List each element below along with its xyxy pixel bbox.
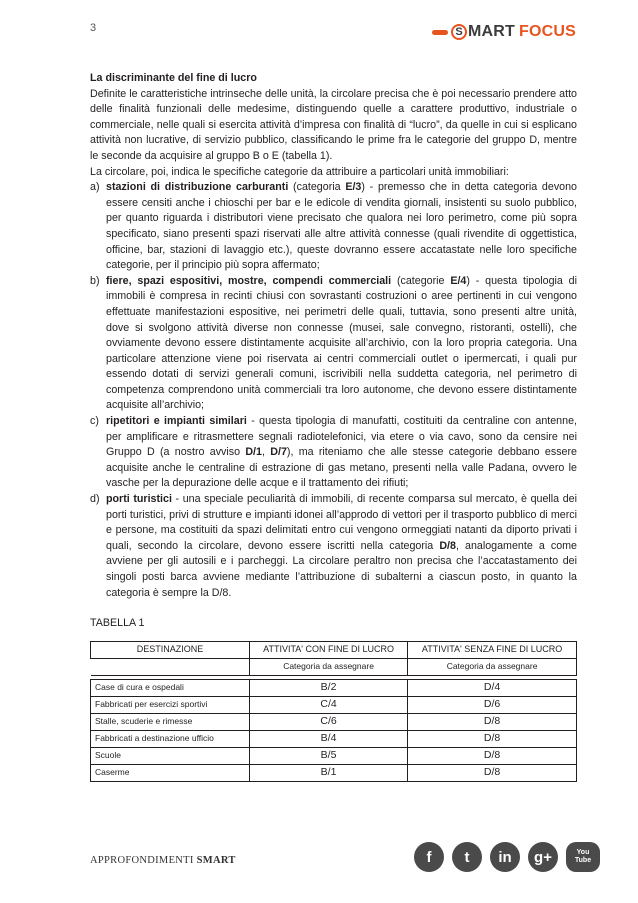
row-name: Fabbricati per esercizi sportivi: [91, 696, 250, 713]
section-heading: La discriminante del fine di lucro: [90, 72, 257, 84]
smartfocus-logo: [432, 22, 576, 42]
header-destinazione: DESTINAZIONE: [91, 641, 250, 658]
item-title: fiere, spazi espositivi, mostre, compendi commerciali: [106, 274, 392, 287]
row-lucro: B/1: [250, 764, 408, 781]
list-marker: c): [90, 415, 99, 428]
row-lucro: C/4: [250, 696, 408, 713]
row-senza: D/8: [408, 713, 577, 730]
item-text: ) - questa tipologia di immobili è compresa in recinti chiusi con sovrastanti costruzioni o aree pertinenti in cui vengono effettuate manifestazioni espositive, nei perimetri delle quali, tuttavia, sono presenti altre unità, dove si svolgono attività diverse non connesse (musei, sale convegno, ristoranti, ostelli), che ovviamente devono essere distintamente acquisite all’archivio, con la loro propria categoria. Una particolare attenzione viene poi riservata ai centri commerciali outlet o ipermercati, i quali pur essendo dotati di servizi generali comuni, iscrivibili nella suddetta categoria, nel perimetro di competenza comprendono unità commerciali tra loro autonome, che devono essere distintamente acquisite all’archivio;: [106, 274, 577, 412]
row-name: Fabbricati a destinazione ufficio: [91, 730, 250, 747]
category-table: [90, 641, 577, 782]
linkedin-icon[interactable]: in: [490, 842, 520, 872]
logo-word-focus: FOCUS: [519, 23, 577, 40]
list-marker: d): [90, 493, 100, 506]
row-lucro: C/6: [250, 713, 408, 730]
row-lucro: B/5: [250, 747, 408, 764]
table-row: [91, 679, 577, 696]
table-title: TABELLA 1: [90, 617, 145, 630]
logo-dash-icon: [432, 30, 448, 35]
facebook-icon[interactable]: f: [414, 842, 444, 872]
logo-word-mart: MART: [468, 23, 516, 40]
table-row: [91, 747, 577, 764]
item-category: D/1: [245, 446, 262, 459]
list-marker: b): [90, 274, 100, 287]
footer-label-text: APPROFONDIMENTI: [90, 855, 197, 866]
article-body: [90, 71, 577, 782]
item-title: stazioni di distribuzione carburanti: [106, 181, 289, 194]
header-senza-lucro: ATTIVITA' SENZA FINE DI LUCRO: [408, 641, 577, 658]
row-senza: D/8: [408, 764, 577, 781]
header-con-lucro: ATTIVITA' CON FINE DI LUCRO: [250, 641, 408, 658]
row-name: Case di cura e ospedali: [91, 679, 250, 696]
youtube-line2: Tube: [574, 857, 592, 864]
row-senza: D/8: [408, 730, 577, 747]
item-text: ) - premesso che in detta categoria devono essere censiti anche i chioschi per bar e le edicole di vendita giornali, insistenti su suolo pubblico, per quanto riguarda i distributori viene precisato che qualora nei loro perimetro, come più sopra specificato, siano presenti spazi riservati alle altre attività connesse (quali rivendite di oggettistica, officine, bar, stazioni di lavaggio etc.), queste dovranno essere accatastate nelle loro specifiche categorie, per il principio più sopra affermato;: [106, 181, 577, 272]
footer-label: [90, 855, 236, 866]
table-subheader-row: [91, 658, 577, 675]
table-row: [91, 764, 577, 781]
social-links: [414, 842, 600, 872]
item-category: D/8: [439, 539, 456, 552]
subheader-empty: [91, 658, 250, 675]
item-text: ), ma riteniamo che alle stesse categorie debbano essere acquisite anche le centraline di estrazione di gas metano, presenti nella valle Padana, ovvero le vasche per la depurazione delle acque e il trattamento dei rifiuti;: [106, 446, 577, 490]
subheader-senza-lucro: Categoria da assegnare: [408, 658, 577, 675]
googleplus-icon[interactable]: g+: [528, 842, 558, 872]
row-name: Stalle, scuderie e rimesse: [91, 713, 250, 730]
list-marker: a): [90, 181, 100, 194]
footer-label-bold: SMART: [196, 855, 236, 866]
item-text: - una speciale peculiarità di immobili, di recente comparsa sul mercato, è quella dei porti turistici, privi di strutture e impianti idonei all’approdo di vettori per il trasporto pubblico di merci e persone, ma costituiti da spazi delimitati entro cui vengono ormeggiati natanti da diporto privati i quali, secondo la circolare, devono essere iscritti nella categoria: [106, 493, 577, 552]
row-name: Caserme: [91, 764, 250, 781]
row-senza: D/8: [408, 747, 577, 764]
paragraph-1: Definite le caratteristiche intrinseche delle unità, la circolare precisa che è poi necessario prendere atto delle finalità funzionali delle medesime, distinguendo quelle a carattere produttivo, industriale o commerciale, nelle quali si esercita attività d’impresa con finalità di “lucro”, da quelle in cui si esplicano attività non lucrative, di servizio pubblico, classificando le prime fra le categorie del gruppo D, mentre le seconde da acquisire al gruppo B o E (tabella 1).: [90, 87, 577, 162]
row-lucro: B/4: [250, 730, 408, 747]
table-row: [91, 713, 577, 730]
subheader-con-lucro: Categoria da assegnare: [250, 658, 408, 675]
item-text: - questa tipologia di manufatti, costituiti da centraline con antenne, per amplificare e ritrasmettere segnali radiotelefonici, via etere o via cavo, sono da censire nei Gruppo D (a nostro avviso: [106, 415, 577, 459]
youtube-icon[interactable]: [566, 842, 600, 872]
item-title: ripetitori e impianti similari: [106, 415, 247, 428]
item-category: E/4: [450, 274, 467, 287]
item-text: (categoria: [288, 181, 346, 194]
list-item-a: [90, 180, 577, 274]
row-lucro: B/2: [250, 679, 408, 696]
youtube-line1: You: [576, 849, 590, 856]
category-list: [90, 180, 577, 601]
item-text: , analogamente a come avviene per gli autosili e i parcheggi. La circolare peraltro non precisa che l’accatastamento dei singoli posti barca avviene mediante l’attribuzione di subalterni a ciascun posto, in quanto la categoria è sempre la D/8.: [106, 539, 577, 599]
list-item-c: [90, 414, 577, 492]
logo-ring-icon: S: [451, 24, 467, 40]
table-row: [91, 730, 577, 747]
paragraph-2: La circolare, poi, indica le specifiche categorie da attribuire a particolari unità immobiliari:: [90, 165, 509, 178]
item-category: D/7: [270, 446, 287, 459]
row-senza: D/6: [408, 696, 577, 713]
row-name: Scuole: [91, 747, 250, 764]
item-text: ,: [261, 446, 271, 459]
twitter-icon[interactable]: t: [452, 842, 482, 872]
item-title: porti turistici: [106, 493, 172, 506]
item-category: E/3: [345, 181, 362, 194]
page-number: 3: [90, 22, 97, 34]
list-item-b: [90, 274, 577, 414]
list-item-d: [90, 492, 577, 601]
row-senza: D/4: [408, 679, 577, 696]
item-text: (categorie: [391, 274, 451, 287]
table-row: [91, 696, 577, 713]
table-header-row: [91, 641, 577, 658]
